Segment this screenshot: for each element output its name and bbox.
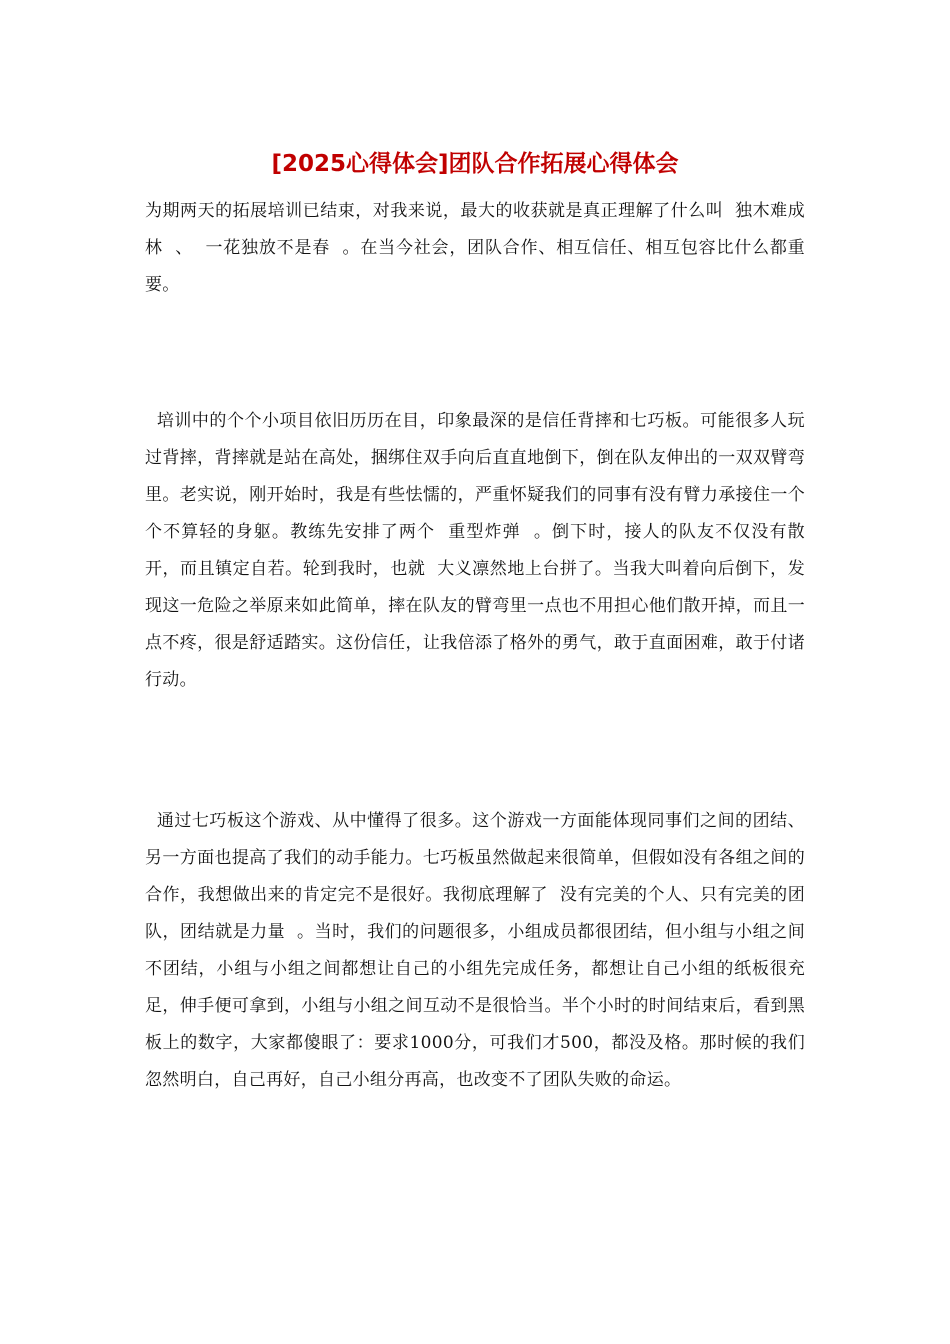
paragraph-tangram: 通过七巧板这个游戏、从中懂得了很多。这个游戏一方面能体现同事们之间的团结、另一方面也提高了我们的动手能力。七巧板虽然做起来很简单，但假如没有各组之间的合作，我想做出来的肯定完不是很好。我彻底理解了 没有完美的个人、只有完美的团队，团结就是力量 。当时，我们的问题很多，小组成员都很团结，但小组与小组之间不团结，小组与小组之间都想让自己的小组先完成任务，都想让自己小组的纸板很充足，伸手便可拿到，小组与小组之间互动不是很恰当。半个小时的时间结束后，看到黑板上的数字，大家都傻眼了：要求1000分，可我们才500，都没及格。那时候的我们忽然明白，自己再好，自己小组分再高，也改变不了团队失败的命运。 xyxy=(145,811,805,1090)
paragraph-intro: 为期两天的拓展培训已结束，对我来说，最大的收获就是真正理解了什么叫 独木难成林 、 一花独放不是春 。在当今社会，团队合作、相互信任、相互包容比什么都重要。 xyxy=(145,201,805,295)
paragraph-trust-fall: 培训中的个个小项目依旧历历在目，印象最深的是信任背摔和七巧板。可能很多人玩过背摔，背摔就是站在高处，捆绑住双手向后直直地倒下，倒在队友伸出的一双双臂弯里。老实说，刚开始时，我是有些怯懦的，严重怀疑我们的同事有没有臂力承接住一个个不算轻的身躯。教练先安排了两个 重型炸弹 。倒下时，接人的队友不仅没有散开，而且镇定自若。轮到我时，也就 大义凛然地上台拼了。当我大叫着向后倒下，发现这一危险之举原来如此简单，摔在队友的臂弯里一点也不用担心他们散开掉，而且一点不疼，很是舒适踏实。这份信任，让我倍添了格外的勇气，敢于直面困难，敢于付诸行动。 xyxy=(145,411,805,690)
document-title: [2025心得体会]团队合作拓展心得体会 xyxy=(271,151,679,177)
